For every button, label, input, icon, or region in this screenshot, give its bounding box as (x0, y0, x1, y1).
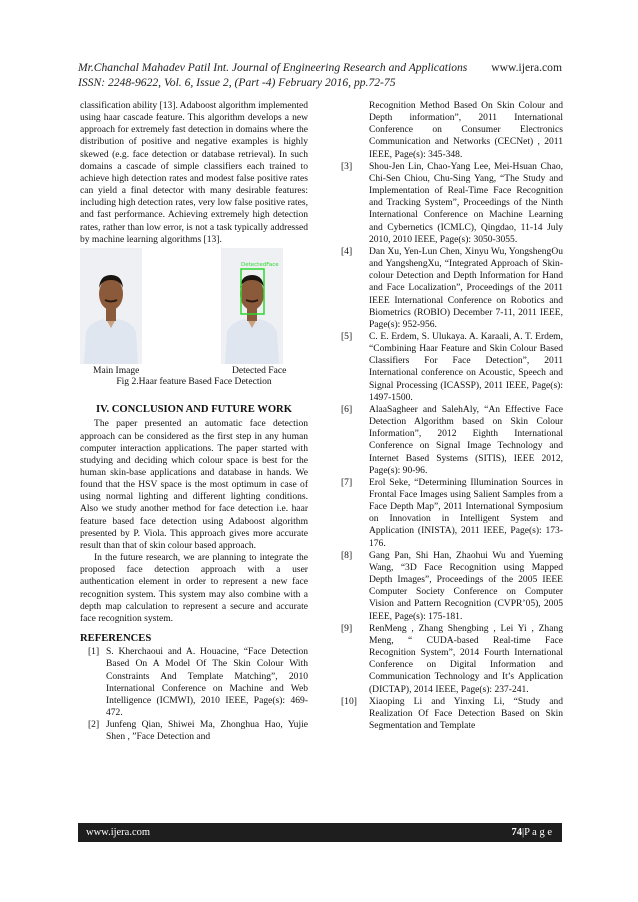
reference-text: AlaaSagheer and SalehAly, “An Effective Face Detection Algorithm based on Skin Colour Information”, 2012 Eighth International Conference on Signal Image Technology and Internet Based Systems (SITIS), IEEE 2012, Page(s): 90-96. (369, 403, 563, 476)
reference-item (341, 404, 563, 477)
reference-item (80, 646, 308, 719)
reference-number: [9] (341, 622, 353, 634)
reference-text: Gang Pan, Shi Han, Zhaohui Wu and Yueming Wang, “3D Face Recognition using Mapped Depth Images”, Proceedings of the 2005 IEEE Computer Society Conference on Computer Vision and Pattern Recognition (CVPR’05), 2005 IEEE, Page(s): 175-181. (369, 549, 563, 622)
reference-text: RenMeng , Zhang Shengbing , Lei Yi , Zhang Meng, “ CUDA-based Real-time Face Recognition System”, 2014 Fourth International Conference on Digital Information and Communication Technology and It’s Application (DICTAP), 2014 IEEE, Page(s): 237-241. (369, 622, 563, 695)
figure-2 (80, 248, 308, 394)
page-number-value: 74 (511, 827, 522, 838)
reference-text: Junfeng Qian, Shiwei Ma, Zhonghua Hao, Yujie Shen , ”Face Detection and (106, 719, 308, 743)
detection-box-tag: DetectedFace (241, 261, 279, 268)
reference-item (341, 696, 563, 732)
section-heading: IV. CONCLUSION AND FUTURE WORK (96, 403, 292, 415)
intro-paragraph: classification ability [13]. Adaboost algorithm implemented using haar cascade feature. This algorithm develops a new approach for extremely fast detection in domains where the distribution of positive and negative examples is highly skewed (e.g. face detection or database retrieval). In such domains a cascade of simple classifiers each trained to achieve high detection rates and modest false positive rates can yield a final detector with many desirable features: including high detection rates, very low false positive rates, and fast performance. Achieving extremely high detection rates, rather than low error, is not a task typically addressed by machine learning algorithms [13]. (80, 100, 309, 245)
reference-item (341, 623, 563, 696)
reference-number: [6] (341, 403, 353, 415)
left-column (80, 100, 308, 743)
reference-text: Dan Xu, Yen-Lun Chen, Xinyu Wu, YongshengOu and YangshengXu, “Integrated Approach of Skin-colour Detection and Depth Information for Hand and Face Localization”, Proceedings of the 2011 IEEE International Conference on Robotics and Biometrics (ROBIO) December 7-11, 2011 IEEE, Page(s): 952-956. (369, 245, 563, 330)
reference-number: [8] (341, 549, 353, 561)
right-column (341, 100, 563, 732)
reference-item (80, 719, 308, 743)
reference-number: [1] (88, 646, 100, 658)
reference-number: [2] (88, 719, 100, 731)
reference-item (341, 477, 563, 550)
conclusion-paragraph-1: The paper presented an automatic face detection approach can be considered as the first step in any human computer interaction applications. The paper started with studying and deciding which colour space is best for the human skin-base applications and database in hands. We found that the HSV space is the most optimum in case of using normal lighting and different lighting conditions. Also we study another method for face detection i.e. haar feature based face detection using Adaboost algorithm presented by P. Viola. This approach gives more accurate result than that of skin colour based approach. (80, 418, 308, 551)
main-image-label: Main Image (93, 364, 140, 376)
reference-text: Recognition Method Based On Skin Colour and Depth information”, 2011 International Conference on Consumer Electronics Communication and Networks (CECNet) , 2011 IEEE, Page(s): 345-348. (369, 100, 563, 160)
page-word: |P a g e (522, 827, 552, 838)
conclusion-paragraph-2: In the future research, we are planning to integrate the proposed face detection approach with a user authentication element in order to represent a new face recognition system. This system may also combine with a depth map calculation to represent a secure and accurate face recognition system. (80, 552, 308, 624)
reference-item (341, 246, 563, 331)
reference-continuation (341, 100, 563, 161)
figure-caption: Fig 2.Haar feature Based Face Detection (116, 375, 272, 387)
issn-line: ISSN: 2248-9622, Vol. 6, Issue 2, (Part -4) February 2016, pp.72-75 (78, 76, 396, 89)
reference-text: C. E. Erdem, S. Ulukaya. A. Karaali, A. T. Erdem, “Combining Haar Feature and Skin Colour Based Classifiers For Face Detection”, 2011 International conference on Acoustic, Speech and Signal Processing (ICASSP), 2011 IEEE, Page(s): 1497-1500. (369, 330, 563, 403)
main-image (80, 248, 142, 364)
journal-url[interactable]: www.ijera.com (491, 61, 562, 74)
running-header (78, 60, 562, 90)
footer-url[interactable]: www.ijera.com (86, 827, 151, 838)
references-heading: REFERENCES (80, 633, 152, 645)
page-number (512, 823, 553, 842)
reference-number: [3] (341, 160, 353, 172)
reference-number: [7] (341, 476, 353, 488)
reference-text: Xiaoping Li and Yinxing Li, “Study and Realization Of Face Detection Based on Skin Segmentation and Template (369, 695, 563, 731)
reference-item (341, 550, 563, 623)
reference-text: S. Kherchaoui and A. Houacine, “Face Detection Based On A Model Of The Skin Colour With Constraints And Template Matching”, 2010 International Conference on Machine and Web Intelligence (ICMWI), 2010 IEEE, Page(s): 469-472. (106, 646, 308, 718)
reference-number: [5] (341, 330, 353, 342)
reference-text: Shou-Jen Lin, Chao-Yang Lee, Mei-Hsuan Chao, Chi-Sen Chiou, Chu-Sing Yang, “The Study and Implementation of Real-Time Face Recognition and Tracking System”, Proceedings of the Ninth International Conference on Machine Learning and Cybernetics (ICMLC), Qingdao, 11-14 July 2010, 2010 IEEE, Page(s): 3050-3055. (369, 160, 563, 245)
reference-text: Erol Seke, “Determining Illumination Sources in Frontal Face Images using Salient Samples from a Face Depth Map”, 2011 International Symposium on Innovation in Intelligent System and Application (INISTA), 2011 IEEE, Page(s): 173-176. (369, 476, 563, 549)
reference-item (341, 331, 563, 404)
detected-face-image (221, 248, 283, 364)
detected-face-label: Detected Face (232, 364, 287, 376)
journal-citation: Mr.Chanchal Mahadev Patil Int. Journal of Engineering Research and Applications (78, 61, 468, 74)
reference-number: [4] (341, 245, 353, 257)
page-footer (78, 823, 562, 842)
reference-number: [10] (341, 695, 357, 707)
reference-item (341, 161, 563, 246)
